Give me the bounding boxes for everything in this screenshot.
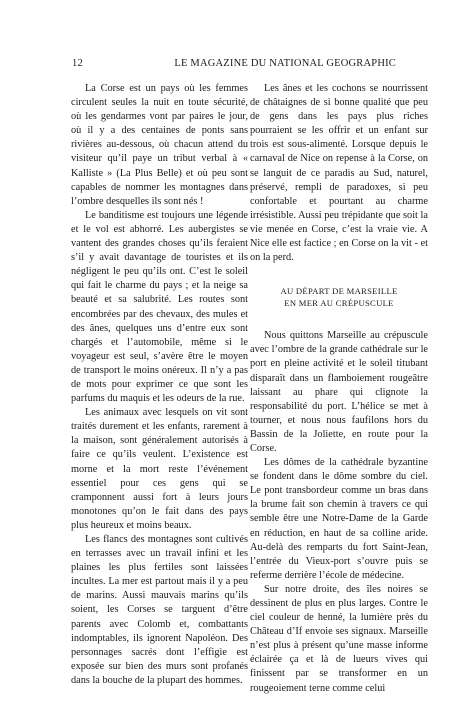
running-head: LE MAGAZINE DU NATIONAL GEOGRAPHIC: [174, 58, 396, 69]
paragraph: Le banditisme est toujours une légende et le vol est abhorré. Les aubergistes se vantent des grandes choses qu’ils feraient s’il y avait davantage de touristes et ils négligent le peu qu’ils ont. C’est le soleil qui fait le charme du pays ; et la neige sa beauté et sa salubrité. Les routes sont encombrées par des chevaux, des mules et des ânes, quelques uns d’entre eux sont chargés et l’automobile, même si le voyageur est seul, s’avère être le moyen de transport le moins onéreux. Il n’y a pas de mots pour exprimer ce que sont les parfums du maquis et les odeurs de la rue.: [71, 209, 248, 405]
paragraph: Les animaux avec lesquels on vit sont traités durement et les enfants, rarement à la maison, sont généralement autorisés à faire ce qu’ils veulent. L’existence est morne et la mort reste l’événement essentiel pour ces gens qui se cramponnent aussi fort à leurs jours monotones qu’on le fait dans des pays plus heureux et moins beaux.: [71, 407, 248, 531]
right-column: [250, 82, 428, 696]
paragraph: Les dômes de la cathédrale byzantine se fondent dans le dôme sombre du ciel. Le pont transbordeur comme un bras dans la brume fait son chemin à travers ce qui semble être une Notre-Dame de la Garde en réduction, en haut de sa colline aride. Au-delà des remparts du fort Saint-Jean, l’entrée du Vieux-port s’ouvre puis se referme derrière l’école de médecine.: [250, 457, 428, 581]
paragraph: La Corse est un pays où les femmes circulent seules la nuit en toute sécurité, où les gendarmes vont par paires le jour, où il y a des centaines de ponts sans rivières au-dessous, où chacun attend du visiteur qu’il paye un tribut verbal à « Kalliste » (La Plus Belle) et où peu sont capables de nommer les montagnes dans l’ombre desquelles ils sont nés !: [71, 83, 248, 207]
page-number: 12: [72, 58, 83, 69]
section-heading-line: AU DÉPART DE MARSEILLE: [280, 286, 398, 297]
section-heading: [250, 285, 428, 309]
paragraph: Les ânes et les cochons se nourrissent de châtaignes de si bonne qualité que peu de gens dans les pays plus riches pourraient se les offrir et un enfant sur trois est sous-alimenté. Lorsque depuis le carnaval de Nice on repense à la Corse, on se languit de ce paradis au Sud, naturel, préservé, rempli de paradoxes, si peu confortable et pourtant au charme irrésistible. Aussi peu trépidante que soit la vie menée en Corse, c’est la vraie vie. A Nice elle est factice ; en Corse on la vit - et on la perd.: [250, 83, 428, 264]
paragraph: Nous quittons Marseille au crépuscule avec l’ombre de la grande cathédrale sur le port en pleine activité et le soleil titubant disparaît dans un flamboiement rougeâtre laissant au phare qui clignote la responsabilité du port. L’hélice se met à tourner, et nous nous faufilons hors du Bassin de la Joliette, en route pour la Corse.: [250, 330, 428, 454]
paragraph: Les flancs des montagnes sont cultivés en terrasses avec un travail infini et les plaines les plus fertiles sont laissées incultes. La mer est partout mais il y a peu de marins. Aussi mauvais marins qu’ils soient, les Corses se targuent d’être parents avec Colomb et, combattants indomptables, ils ignorent Napoléon. Des personnages sacrés dont l’effigie est exposée sur bien des murs sont profanés dans la bouche de la plupart des hommes.: [71, 534, 248, 686]
left-column: [71, 82, 248, 688]
section-heading-line: EN MER AU CRÉPUSCULE: [284, 298, 394, 309]
paragraph: Sur notre droite, des îles noires se dessinent de plus en plus larges. Contre le ciel couleur de henné, la lumière près du Château d’If envoie ses signaux. Marseille n’est plus à présent qu’une masse informe éclairée ça et là de lueurs vives qui finissent par se transformer en un rougeoiement terne comme celui: [250, 583, 428, 694]
page-header: [72, 58, 396, 72]
